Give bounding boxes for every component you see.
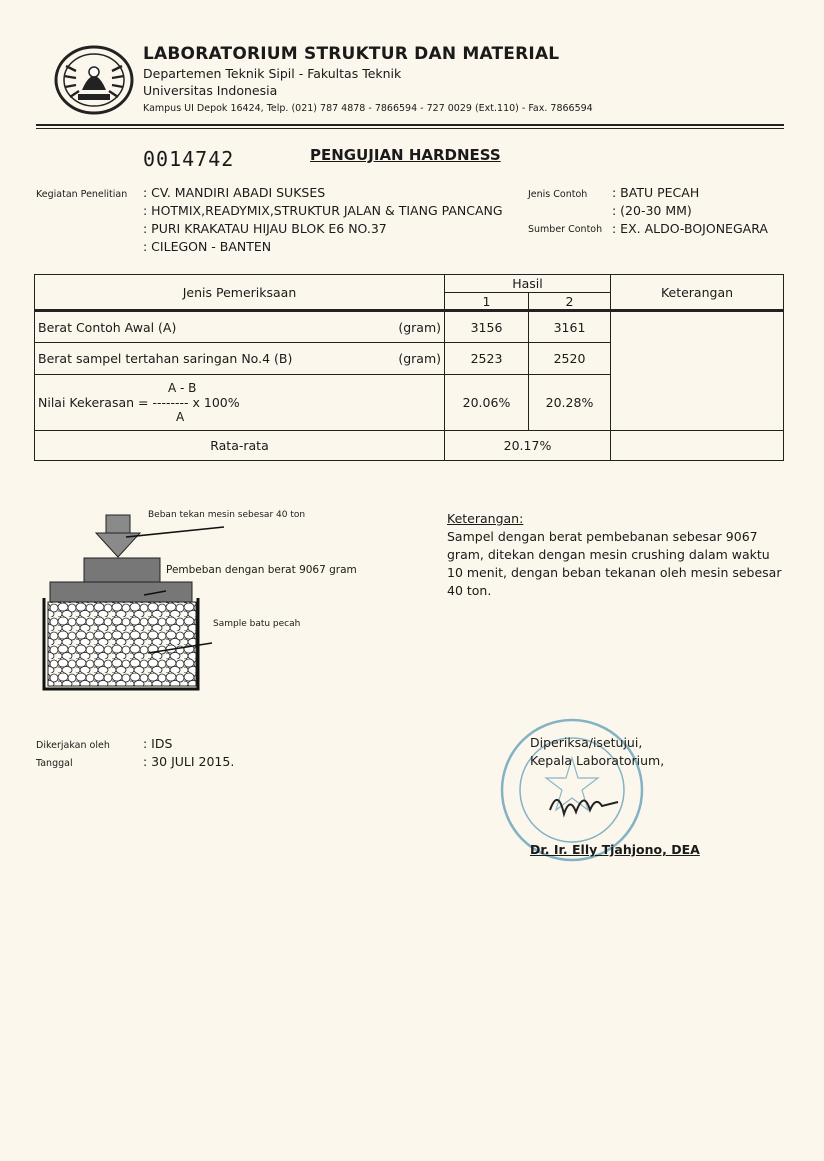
kegiatan-line: : CV. MANDIRI ABADI SUKSES — [143, 185, 326, 200]
tanggal-value: : 30 JULI 2015. — [143, 754, 235, 769]
notes-line: gram, ditekan dengan mesin crushing dalam waktu — [447, 547, 770, 562]
value-cell: 2520 — [529, 343, 611, 375]
header-jenis: Jenis Pemeriksaan — [35, 275, 445, 311]
table-row — [35, 431, 784, 461]
formula-numerator: A - B — [168, 381, 197, 395]
kegiatan-line: : CILEGON - BANTEN — [143, 239, 272, 254]
kegiatan-label: Kegiatan Penelitian — [36, 189, 128, 200]
page-title: PENGUJIAN HARDNESS — [310, 146, 501, 164]
department: Departemen Teknik Sipil - Fakultas Teknik — [143, 66, 402, 81]
jenis-contoh-size: : (20-30 MM) — [612, 203, 692, 218]
header-divider-thin — [36, 128, 784, 129]
lab-name: LABORATORIUM STRUKTUR DAN MATERIAL — [143, 44, 560, 64]
row-unit: (gram) — [398, 351, 441, 366]
address: Kampus UI Depok 16424, Telp. (021) 787 4878 - 7866594 - 727 0029 (Ext.110) - Fax. 7866594 — [143, 103, 593, 114]
formula-cell — [35, 375, 445, 431]
notes-title: Keterangan: — [447, 511, 524, 526]
label-pembeban: Pembeban dengan berat 9067 gram — [166, 564, 357, 576]
jenis-contoh-value: : BATU PECAH — [612, 185, 700, 200]
header-hasil: Hasil — [445, 275, 611, 293]
table-row — [35, 311, 784, 343]
value-cell: 2523 — [445, 343, 529, 375]
kegiatan-line: : HOTMIX,READYMIX,STRUKTUR JALAN & TIANG PANCANG — [143, 203, 503, 218]
sumber-contoh-value: : EX. ALDO-BOJONEGARA — [612, 221, 768, 236]
average-value: 20.17% — [445, 431, 611, 461]
weight-base-block — [50, 582, 192, 602]
aggregate-sample — [48, 602, 196, 686]
formula-expression: = -------- x 100% — [138, 395, 240, 410]
average-label: Rata-rata — [35, 431, 445, 461]
formula-label: Nilai Kekerasan — [38, 395, 135, 410]
value-cell: 20.06% — [445, 375, 529, 431]
row-label — [35, 343, 445, 375]
row-text: Berat Contoh Awal (A) — [38, 319, 177, 335]
keterangan-cell — [611, 311, 784, 431]
header-divider — [36, 124, 784, 126]
kegiatan-line: : PURI KRAKATAU HIJAU BLOK E6 NO.37 — [143, 221, 387, 236]
jenis-contoh-label: Jenis Contoh — [528, 189, 588, 200]
value-cell: 3156 — [445, 311, 529, 343]
value-cell: 3161 — [529, 311, 611, 343]
results-table — [34, 274, 784, 461]
header-sample-2: 2 — [529, 293, 611, 311]
press-ram — [106, 515, 130, 533]
formula-denominator: A — [176, 410, 185, 424]
row-label — [35, 311, 445, 343]
document-number: 0014742 — [143, 147, 235, 171]
notes-line: Sampel dengan berat pembebanan sebesar 9067 — [447, 529, 758, 544]
header-keterangan: Keterangan — [611, 275, 784, 311]
signatory-name: Dr. Ir. Elly Tjahjono, DEA — [530, 842, 700, 857]
average-keterangan — [611, 431, 784, 461]
university: Universitas Indonesia — [143, 83, 278, 98]
notes-line: 40 ton. — [447, 583, 492, 598]
row-text: Berat sampel tertahan saringan No.4 (B) — [38, 351, 293, 366]
notes-line: 10 menit, dengan beban tekanan oleh mesin sebesar — [447, 565, 782, 580]
label-beban: Beban tekan mesin sebesar 40 ton — [148, 510, 306, 520]
sumber-contoh-label: Sumber Contoh — [528, 224, 603, 235]
signature-line2: Kepala Laboratorium, — [530, 753, 665, 768]
tanggal-label: Tanggal — [36, 758, 73, 769]
value-cell: 20.28% — [529, 375, 611, 431]
header-sample-1: 1 — [445, 293, 529, 311]
row-unit: (gram) — [398, 319, 441, 335]
dikerjakan-label: Dikerjakan oleh — [36, 740, 110, 751]
signature-line1: Diperiksa/isetujui, — [530, 735, 643, 750]
crushing-test-diagram — [40, 505, 370, 695]
label-sample: Sample batu pecah — [213, 619, 301, 629]
university-logo-icon — [52, 44, 136, 116]
dikerjakan-value: : IDS — [143, 736, 173, 751]
